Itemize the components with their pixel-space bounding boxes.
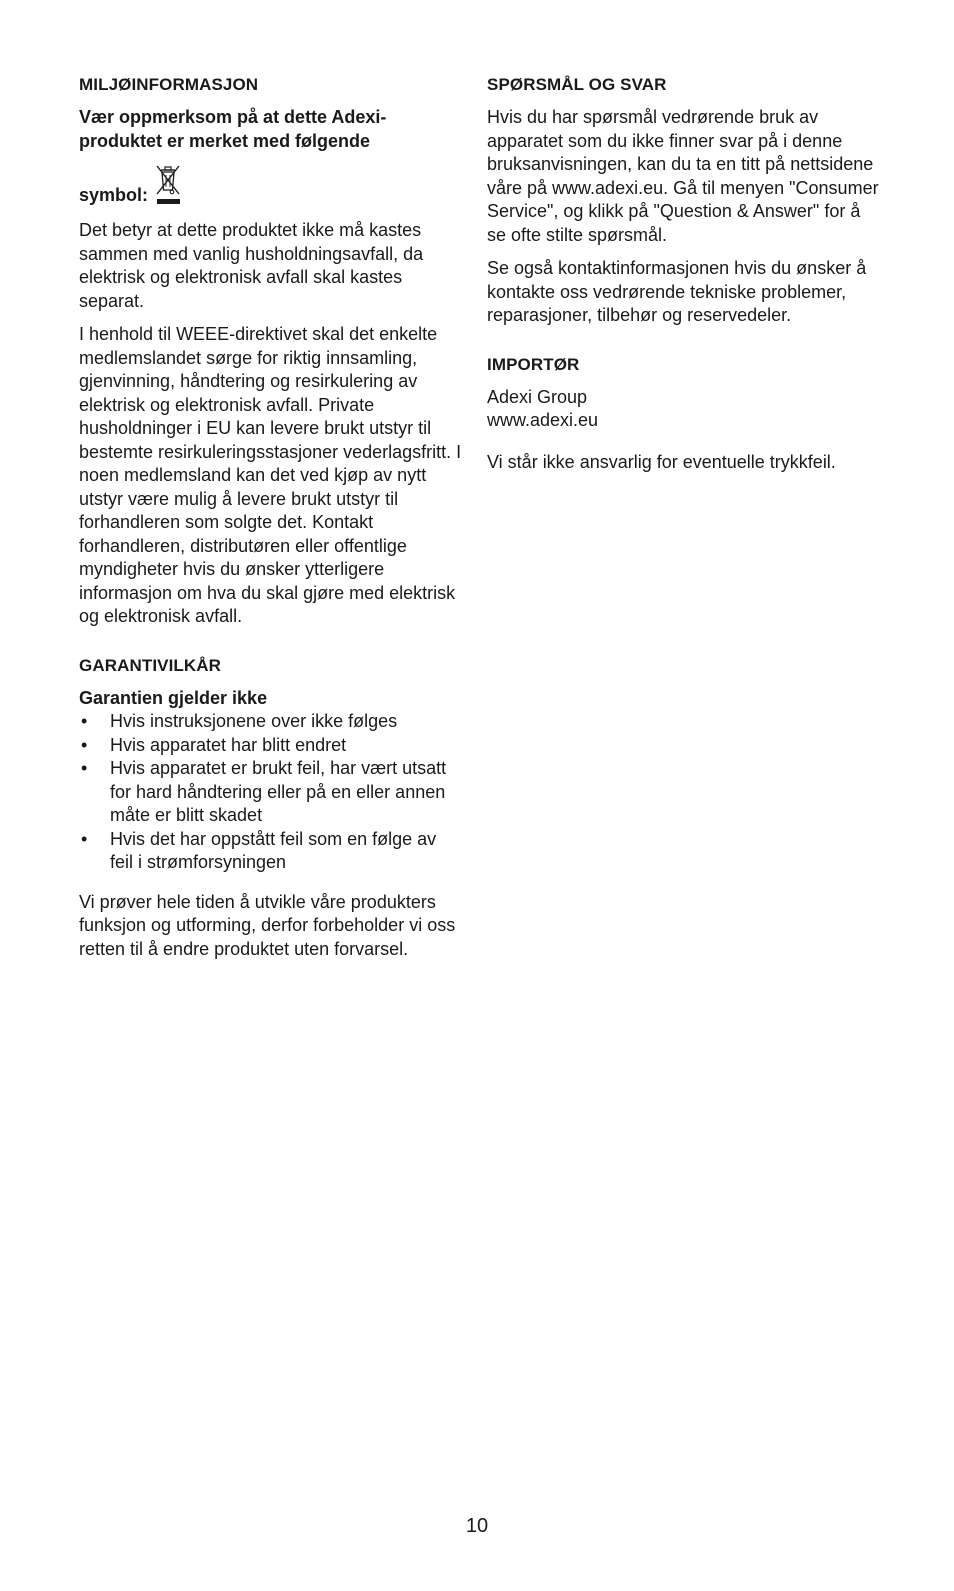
list-item: • Hvis det har oppstått feil som en følge av feil i strømforsyningen — [79, 828, 464, 875]
warranty-section — [79, 655, 464, 962]
environment-lead: Vær oppmerksom på at dette Adexi-produktet er merket med følgende — [79, 107, 387, 151]
symbol-label: symbol: — [79, 184, 149, 205]
faq-paragraph-1: Hvis du har spørsmål vedrørende bruk av apparatet som du ikke finner svar på i denne bruksanvisningen, kan du ta en titt på nettsidene våre på www.adexi.eu. Gå til menyen "Consumer Service", og klikk på "Question & Answer" for å se ofte stilte spørsmål. — [487, 107, 879, 245]
importer-company: Adexi Group — [487, 386, 588, 407]
warranty-list — [79, 710, 464, 875]
page-number: 10 — [465, 1515, 489, 1537]
list-item: • Hvis instruksjonene over ikke følges — [79, 710, 464, 734]
warranty-heading: GARANTIVILKÅR — [79, 655, 222, 675]
importer-heading: IMPORTØR — [487, 354, 580, 374]
list-item: • Hvis apparatet har blitt endret — [79, 734, 464, 758]
faq-paragraph-2: Se også kontaktinformasjonen hvis du ønsker å kontakte oss vedrørende tekniske problemer, reparasjoner, tilbehør og reservedeler. — [487, 258, 867, 325]
right-column — [487, 74, 882, 484]
symbol-line — [79, 163, 464, 207]
weee-bin-icon — [154, 163, 182, 207]
warranty-subheading: Garantien gjelder ikke — [79, 687, 268, 708]
warranty-note: Vi prøver hele tiden å utvikle våre produkters funksjon og utforming, derfor forbeholder vi oss retten til å endre produktet uten forvarsel. — [79, 891, 456, 959]
environment-heading: MILJØINFORMASJON — [79, 75, 259, 94]
environment-paragraph-2: I henhold til WEEE-direktivet skal det enkelte medlemslandet sørge for riktig innsamling, gjenvinning, håndtering og resirkulering av elektrisk og elektronisk avfall. Private husholdninger i EU kan levere brukt utstyr til bestemte resirkuleringsstasjoner vederlagsfritt. I noen medlemsland kan det ved kjøp av nytt utstyr være mulig å levere brukt utstyr til forhandleren som solgte det. Kontakt forhandleren, distributøren eller offentlige myndigheter hvis du ønsker ytterligere informasjon om hva du skal gjøre med elektrisk og elektronisk avfall. — [79, 324, 462, 626]
list-item: • Hvis apparatet er brukt feil, har vært utsatt for hard håndtering eller på en eller annen måte er blitt skadet — [79, 757, 464, 828]
importer-website: www.adexi.eu — [487, 410, 599, 430]
environment-paragraph-1: Det betyr at dette produktet ikke må kastes sammen med vanlig husholdningsavfall, da elektrisk og elektronisk avfall skal kastes separat. — [79, 220, 424, 311]
importer-section — [487, 354, 882, 475]
faq-section — [487, 74, 882, 328]
environment-section — [79, 74, 464, 629]
left-column — [79, 74, 464, 971]
faq-heading: SPØRSMÅL OG SVAR — [487, 75, 667, 94]
importer-disclaimer: Vi står ikke ansvarlig for eventuelle trykkfeil. — [487, 451, 836, 472]
